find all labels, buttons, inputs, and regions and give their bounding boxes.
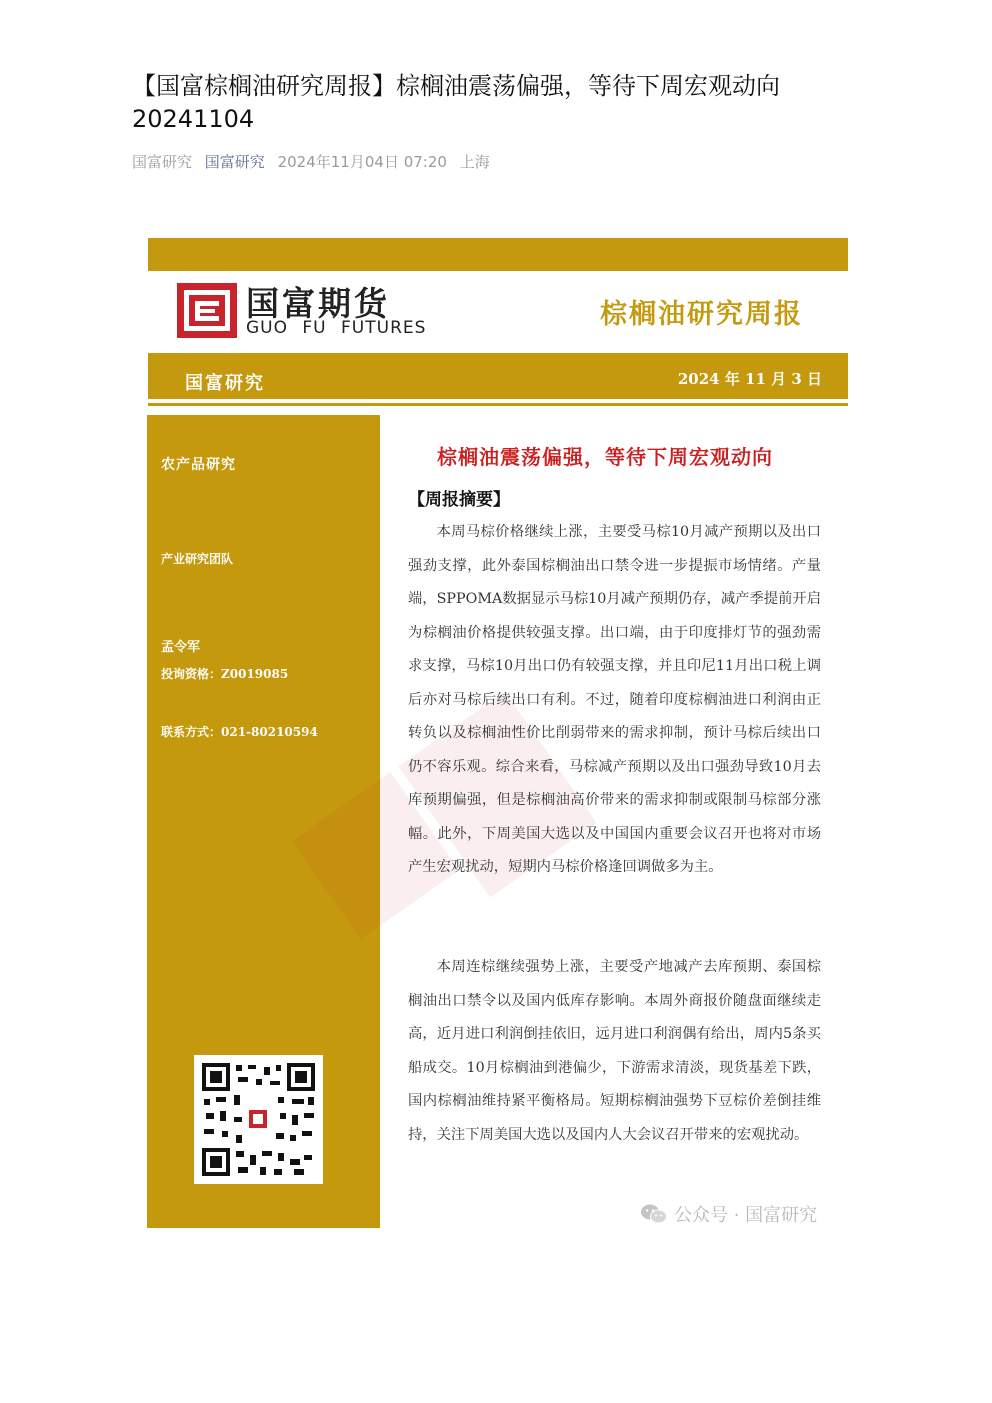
logo-chinese-name: 国富期货 xyxy=(246,284,390,323)
article-meta xyxy=(132,151,498,172)
sidebar-department: 农产品研究 xyxy=(161,457,236,473)
report-headline: 棕榈油震荡偏强，等待下周宏观动向 xyxy=(437,445,773,469)
location: 上海 xyxy=(459,153,490,171)
sidebar-analyst: 孟令军 xyxy=(161,640,201,655)
top-color-band xyxy=(148,238,848,271)
summary-label: 【周报摘要】 xyxy=(408,490,510,510)
report-name: 棕榈油研究周报 xyxy=(600,299,803,330)
guofu-logo-icon xyxy=(177,283,237,338)
logo-english-name: GUO FU FUTURES xyxy=(246,318,427,338)
author: 国富研究 xyxy=(132,153,193,171)
wechat-icon xyxy=(640,1203,668,1225)
wechat-signature-text: 公众号 · 国富研究 xyxy=(674,1205,818,1226)
report-date: 2024 年 11 月 3 日 xyxy=(677,370,822,388)
banner-divider xyxy=(148,403,848,406)
sidebar-team: 产业研究团队 xyxy=(161,552,234,566)
summary-paragraph-2: 本周连棕继续强势上涨，主要受产地减产去库预期、泰国棕榈油出口禁令以及国内低库存影响。本周外商报价随盘面继续走高，近月进口利润倒挂依旧，远月进口利润偶有给出，周内5条买船成交。10月棕榈油到港偏少，下游需求清淡，现货基差下跌，国内棕榈油维持紧平衡格局。短期棕榈油强势下豆棕价差倒挂维持，关注下周美国大选以及国内人大会议召开带来的宏观扰动。 xyxy=(408,959,821,1143)
qr-code[interactable] xyxy=(194,1055,323,1184)
account-link[interactable]: 国富研究 xyxy=(204,153,265,171)
sidebar-license: 投询资格：Z0019085 xyxy=(161,667,289,681)
article-title: 【国富棕榈油研究周报】棕榈油震荡偏强，等待下周宏观动向20241104 xyxy=(132,72,780,133)
publish-datetime: 2024年11月04日 07:20 xyxy=(277,153,447,171)
summary-paragraph-1: 本周马棕价格继续上涨，主要受马棕10月减产预期以及出口强劲支撑，此外泰国棕榈油出口禁令进一步提振市场情绪。产量端，SPPOMA数据显示马棕10月减产预期仍存，减产季提前开启为棕榈油价格提供较强支撑。出口端，由于印度排灯节的强劲需求支撑，马棕10月出口仍有较强支撑，并且印尼11月出口税上调后亦对马棕后续出口有利。不过，随着印度棕榈油进口利润由正转负以及棕榈油性价比削弱带来的需求抑制，预计马棕后续出口仍不容乐观。综合来看，马棕减产预期以及出口强劲导致10月去库预期偏强，但是棕榈油高价带来的需求抑制或限制马棕部分涨幅。此外，下周美国大选以及中国国内重要会议召开也将对市场产生宏观扰动，短期内马棕价格逢回调做多为主。 xyxy=(408,524,821,875)
wechat-signature xyxy=(640,1201,817,1227)
sidebar-contact: 联系方式：021-80210594 xyxy=(161,725,318,739)
banner-label: 国富研究 xyxy=(185,373,265,394)
qr-code-icon xyxy=(194,1055,323,1184)
